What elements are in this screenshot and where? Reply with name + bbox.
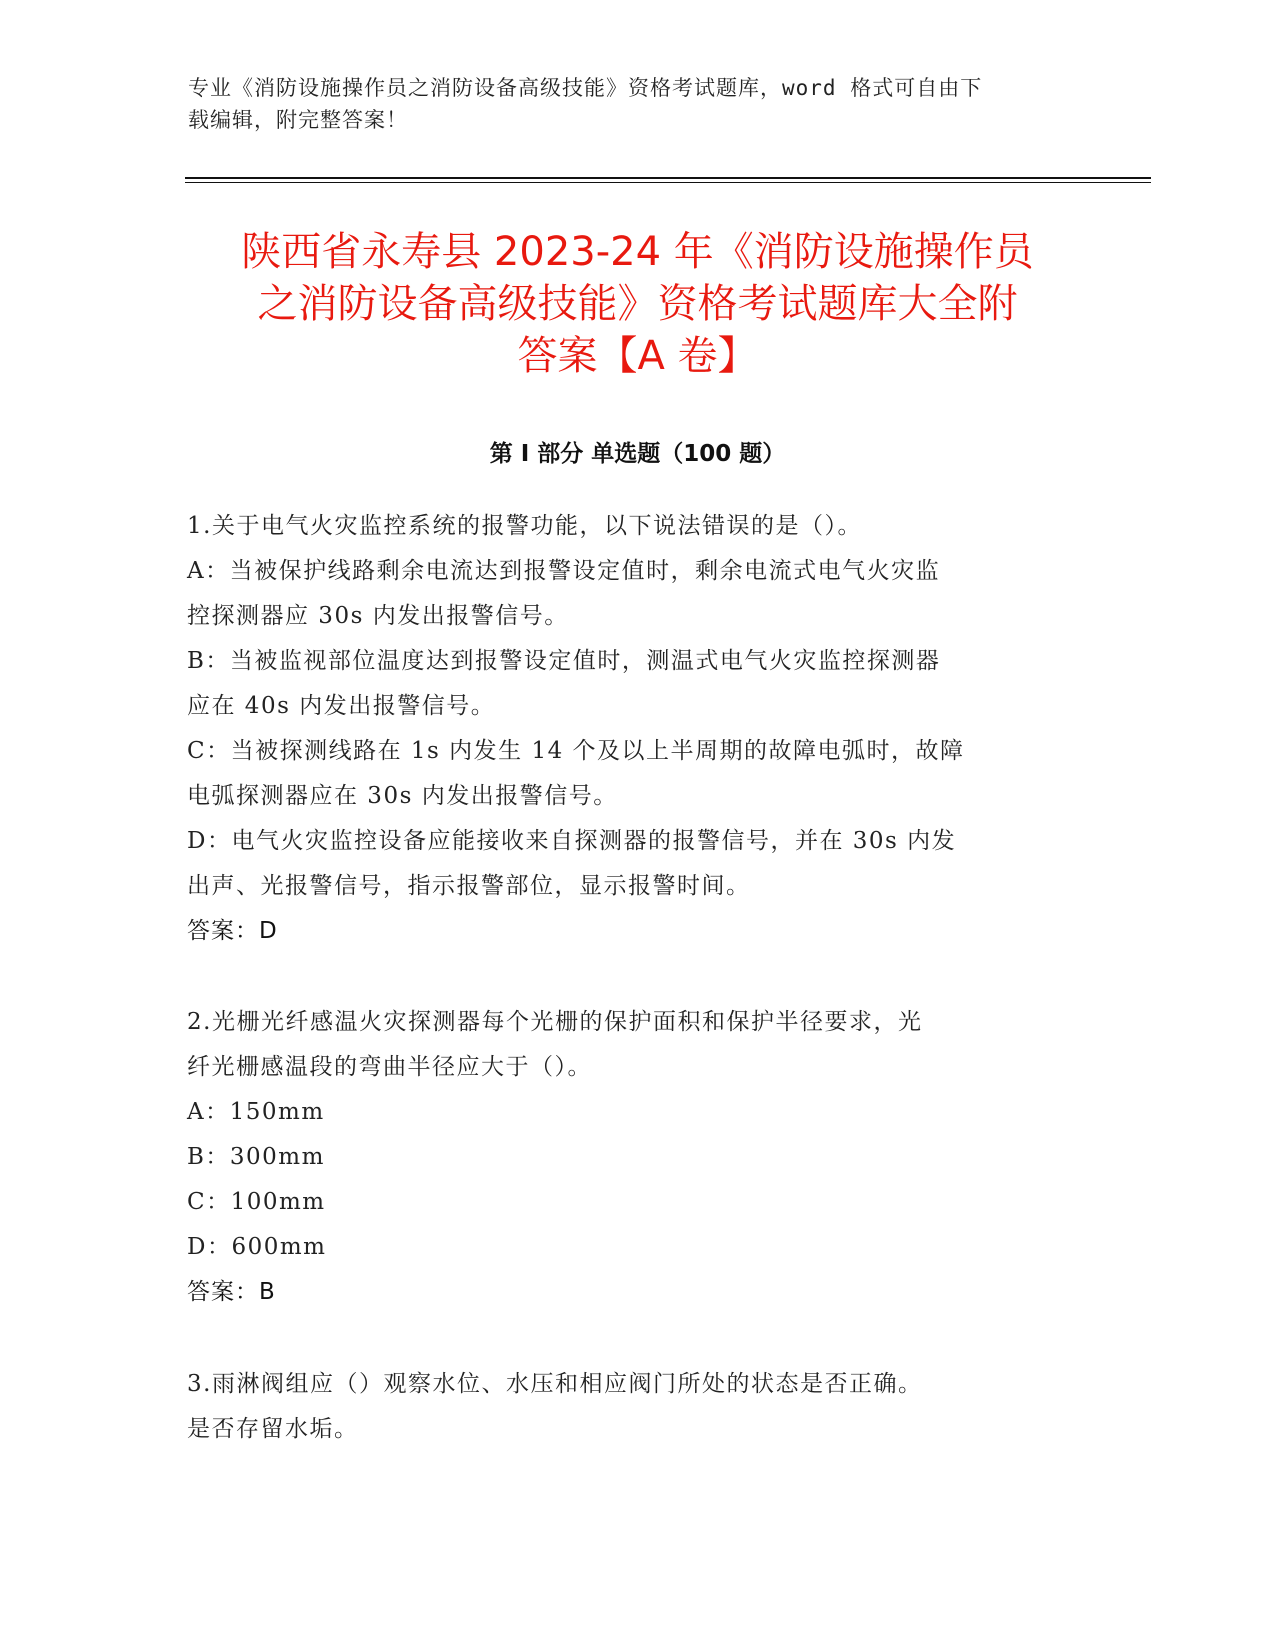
option-c: C：100mm	[187, 1189, 326, 1215]
title-line: 陕西省永寿县 2023-24 年《消防设施操作员	[241, 229, 1034, 275]
title-line: 之消防设备高级技能》资格考试题库大全附	[257, 281, 1018, 327]
option-c-cont: 电弧探测器应在 30s 内发出报警信号。	[187, 783, 618, 809]
option-b: B：当被监视部位温度达到报警设定值时，测温式电气火灾监控探测器	[187, 648, 941, 674]
option-d-cont: 出声、光报警信号，指示报警部位，显示报警时间。	[187, 873, 751, 899]
header-note	[188, 72, 1068, 136]
question-stem: 1.关于电气火灾监控系统的报警功能，以下说法错误的是（）。	[187, 513, 862, 539]
document-title	[160, 226, 1115, 382]
option-c: C：当被探测线路在 1s 内发生 14 个及以上半周期的故障电弧时，故障	[187, 738, 965, 764]
section-heading: 第 I 部分 单选题（100 题）	[489, 441, 786, 467]
question-1	[187, 504, 1067, 954]
header-note-line: 专业《消防设施操作员之消防设备高级技能》资格考试题库，word 格式可自由下	[188, 76, 983, 100]
option-a: A：当被保护线路剩余电流达到报警设定值时，剩余电流式电气火灾监	[187, 558, 941, 584]
option-d: D：600mm	[187, 1234, 327, 1260]
question-2	[187, 1000, 1067, 1315]
option-b-cont: 应在 40s 内发出报警信号。	[187, 693, 496, 719]
title-line: 答案【A 卷】	[517, 333, 758, 379]
answer: 答案：D	[187, 918, 278, 944]
option-d: D：电气火灾监控设备应能接收来自探测器的报警信号，并在 30s 内发	[187, 828, 957, 854]
header-divider-thick	[185, 177, 1151, 179]
question-stem-cont: 是否存留水垢。	[187, 1416, 359, 1442]
question-stem: 2.光栅光纤感温火灾探测器每个光栅的保护面积和保护半径要求，光	[187, 1009, 923, 1035]
question-3	[187, 1362, 1067, 1452]
header-note-line: 载编辑，附完整答案！	[188, 108, 408, 132]
question-stem: 3.雨淋阀组应（）观察水位、水压和相应阀门所处的状态是否正确。	[187, 1371, 923, 1397]
question-stem-cont: 纤光栅感温段的弯曲半径应大于（）。	[187, 1054, 592, 1080]
option-a-cont: 控探测器应 30s 内发出报警信号。	[187, 603, 569, 629]
header-divider-thin	[185, 182, 1151, 183]
option-b: B：300mm	[187, 1144, 325, 1170]
option-a: A：150mm	[187, 1099, 325, 1125]
answer: 答案：B	[187, 1279, 276, 1305]
